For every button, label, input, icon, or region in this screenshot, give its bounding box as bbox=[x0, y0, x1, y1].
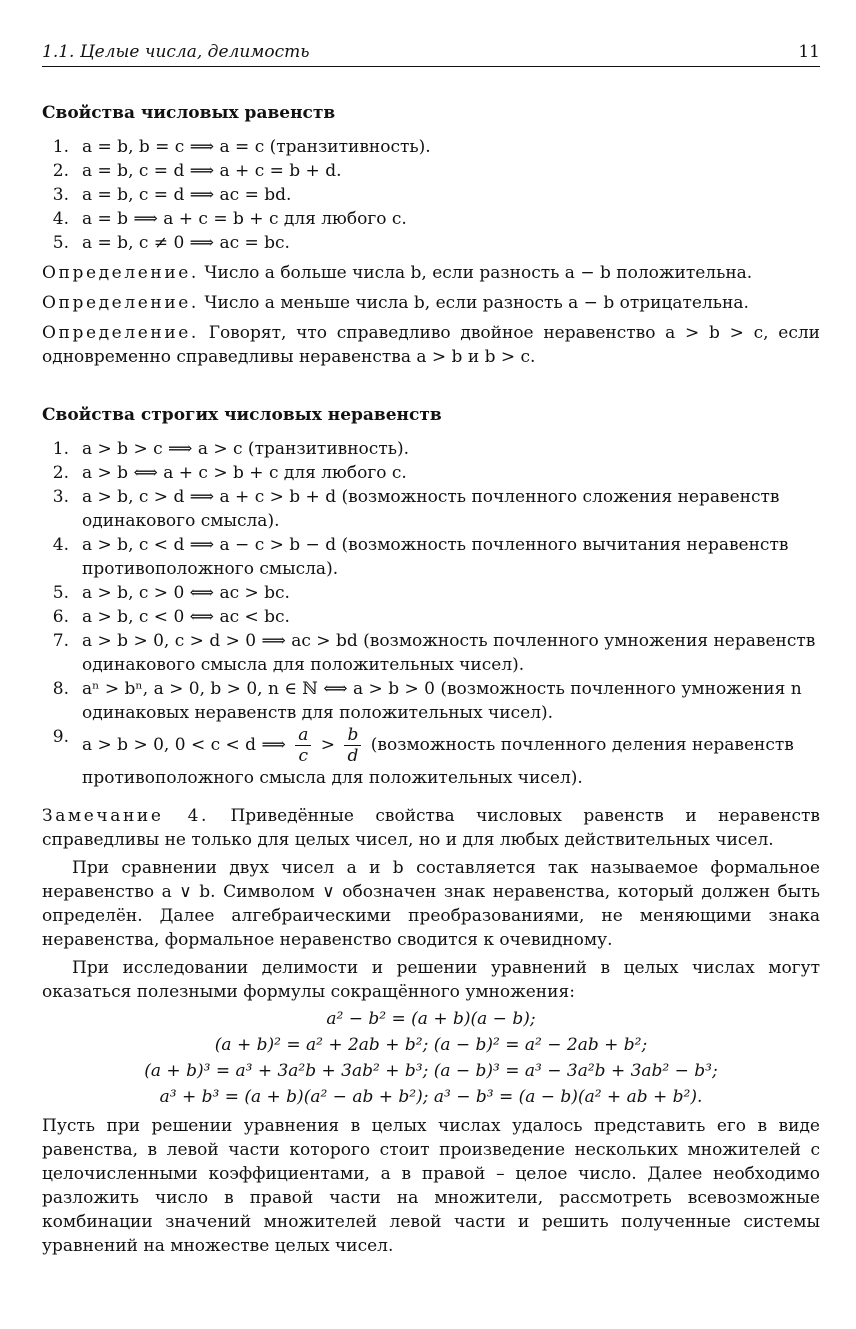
list-item: 1. a > b > c ⟹ a > c (транзитивность). bbox=[52, 439, 410, 459]
fraction-a-over-c: $\frac{a}{c}$ bbox=[295, 725, 311, 766]
remark: Замечание 4. Приведённые свойства числовых равенств и неравенств справедливы не только для целых чисел, но и для любых действительных чисел. bbox=[42, 806, 821, 850]
list-item: 6. a > b, c < 0 ⟺ ac < bc. bbox=[52, 607, 290, 627]
running-header bbox=[42, 40, 820, 67]
definition-less: Определение. Число a меньше числа b, если разность a − b отрицательна. bbox=[42, 293, 749, 313]
formula-line: (a + b)³ = a³ + 3a²b + 3ab² + b³; (a − b)³ = a³ − 3a²b + 3ab² − b³; bbox=[144, 1061, 718, 1081]
section-title: 1.1. Целые числа, делимость bbox=[42, 42, 310, 62]
formulas-block bbox=[42, 1006, 820, 1110]
list-item: 4. a > b, c < d ⟹ a − c > b − d (возможность почленного вычитания неравенств противоположного смысла). bbox=[52, 535, 789, 579]
list-item: 5. a > b, c > 0 ⟺ ac > bc. bbox=[52, 583, 290, 603]
formula-line: a² − b² = (a + b)(a − b); bbox=[326, 1009, 536, 1029]
equalities-list bbox=[42, 135, 820, 255]
list-item: 9. a > b > 0, 0 < c < d ⟹ $\frac{a}{c}$ > $\frac{b}{d}$ (возможность почленного деления неравенств противоположного смысла для положительных чисел). bbox=[52, 725, 794, 788]
list-item: 3. a > b, c > d ⟹ a + c > b + d (возможность почленного сложения неравенств одинакового смысла). bbox=[52, 487, 780, 531]
page-number: 11 bbox=[798, 42, 820, 62]
list-item: 2. a > b ⟺ a + c > b + c для любого c. bbox=[52, 463, 407, 483]
formula-line: (a + b)² = a² + 2ab + b²; (a − b)² = a² − 2ab + b²; bbox=[214, 1035, 648, 1055]
page bbox=[42, 40, 820, 1258]
formula-line: a³ + b³ = (a + b)(a² − ab + b²); a³ − b³ = (a − b)(a² + ab + b²). bbox=[159, 1087, 703, 1107]
paragraph-factoring: Пусть при решении уравнения в целых числах удалось представить его в виде равенства, в левой части которого стоит произведение нескольких множителей с целочисленными коэффициентами, а в правой – целое число. Далее необходимо разложить число в правой части на множители, рассмотреть всевозможные комбинации значений множителей левой части и решить полученные системы уравнений на множестве целых чисел. bbox=[42, 1116, 820, 1256]
definition-double-inequality: Определение. Говорят, что справедливо двойное неравенство a > b > c, если одновременно справедливы неравенства a > b и b > c. bbox=[42, 323, 821, 367]
list-item: 4. a = b ⟹ a + c = b + c для любого c. bbox=[52, 209, 407, 229]
list-item: 1. a = b, b = c ⟹ a = c (транзитивность). bbox=[52, 137, 431, 157]
list-item: 2. a = b, c = d ⟹ a + c = b + d. bbox=[52, 161, 342, 181]
heading-inequalities: Свойства строгих числовых неравенств bbox=[42, 405, 442, 425]
list-item: 3. a = b, c = d ⟹ ac = bd. bbox=[52, 185, 292, 205]
fraction-b-over-d: $\frac{b}{d}$ bbox=[344, 725, 361, 766]
definition-greater: Определение. Число a больше числа b, если разность a − b положительна. bbox=[42, 263, 753, 283]
list-item: 5. a = b, c ≠ 0 ⟹ ac = bc. bbox=[52, 233, 290, 253]
paragraph-formal-inequality: При сравнении двух чисел a и b составляется так называемое формальное неравенство a ∨ b. Символом ∨ обозначен знак неравенства, который должен быть определён. Далее алгебраическими преобразованиями, не меняющими знака неравенства, формальное неравенство сводится к очевидному. bbox=[42, 858, 820, 950]
list-item: 7. a > b > 0, c > d > 0 ⟹ ac > bd (возможность почленного умножения неравенств одинакового смысла для положительных чисел). bbox=[52, 631, 816, 675]
inequalities-list bbox=[42, 437, 820, 790]
heading-equalities: Свойства числовых равенств bbox=[42, 103, 336, 123]
list-item: 8. aⁿ > bⁿ, a > 0, b > 0, n ∈ ℕ ⟺ a > b > 0 (возможность почленного умножения n одинаковых неравенств для положительных чисел). bbox=[52, 679, 802, 723]
paragraph-formulas-intro: При исследовании делимости и решении уравнений в целых числах могут оказаться полезными формулы сокращённого умножения: bbox=[42, 958, 820, 1002]
